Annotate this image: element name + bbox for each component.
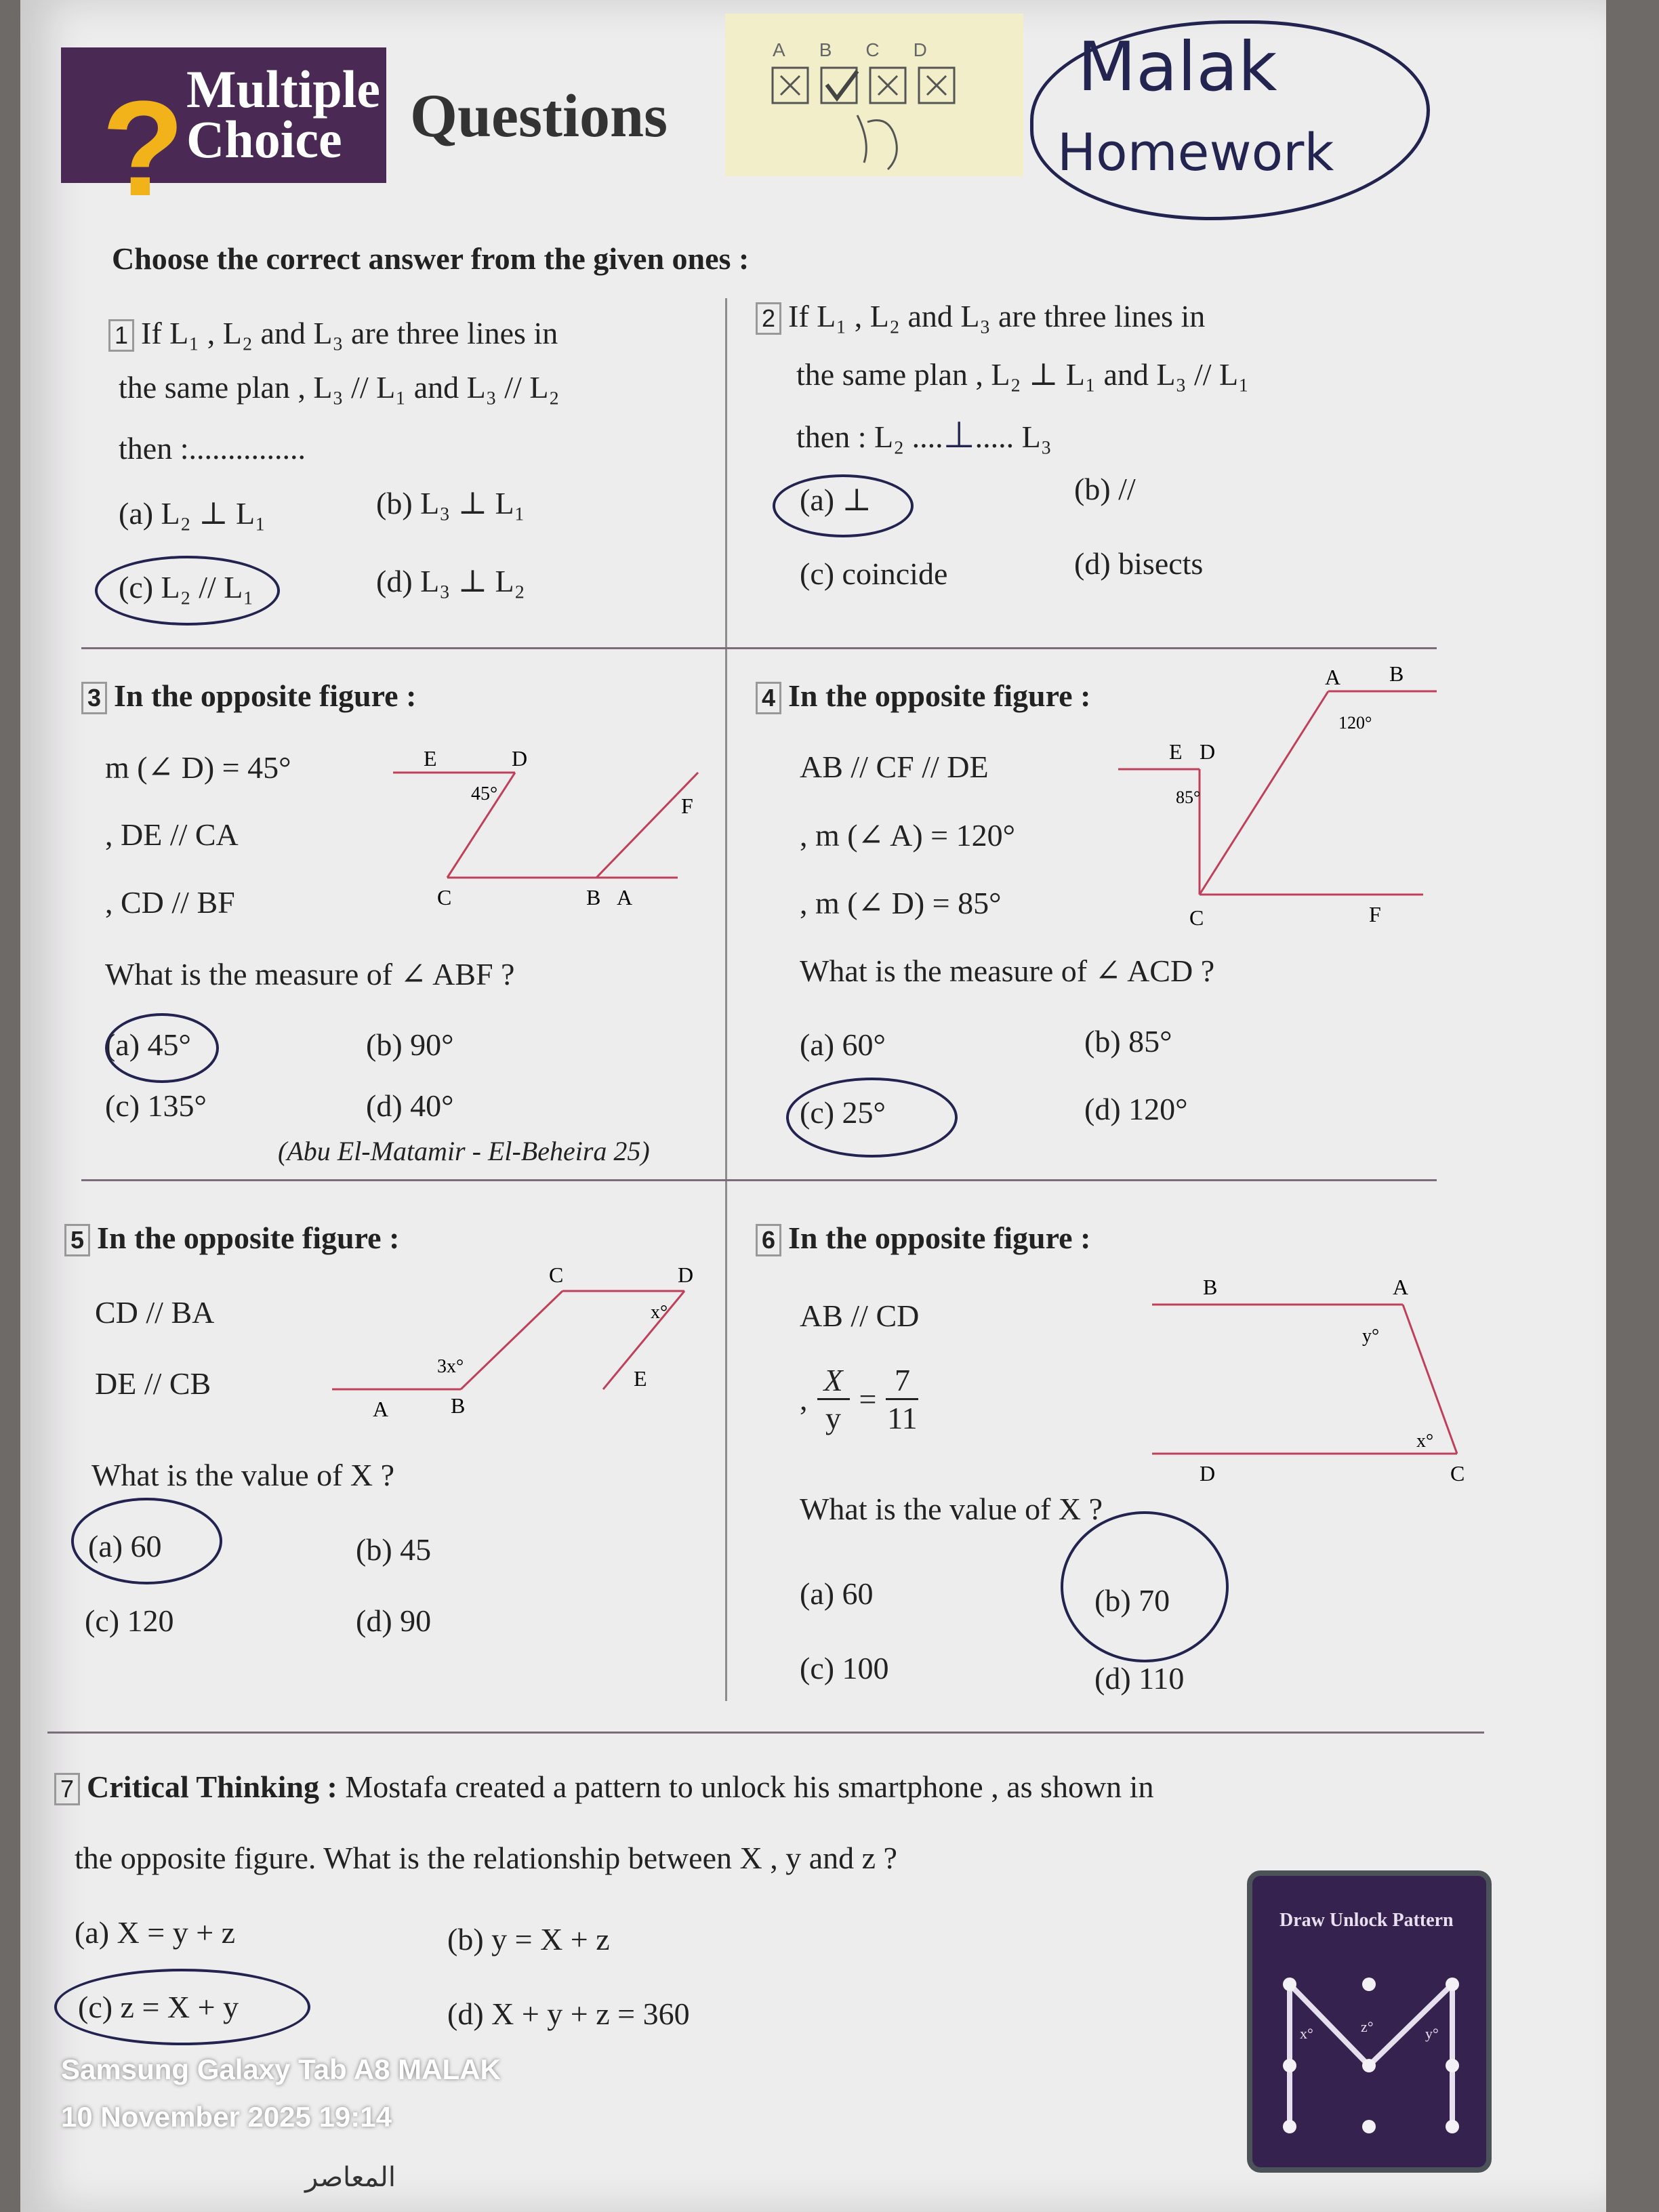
choice-illustration [725, 14, 1023, 176]
q7-number: 7 [54, 1773, 80, 1805]
q2-number: 2 [756, 302, 781, 335]
q4-label-C: C [1189, 905, 1204, 930]
q4-given1: AB // CF // DE [800, 750, 989, 784]
workbook-page [20, 0, 1606, 2212]
q6-angle-a: y° [1362, 1326, 1380, 1347]
q3-option-d[interactable]: (d) 40° [366, 1088, 454, 1123]
q1-answer-circle [95, 556, 280, 626]
q3-label-C: C [437, 885, 452, 909]
q7-option-d[interactable]: (d) X + y + z = 360 [447, 1996, 690, 2031]
q5-answer-circle [71, 1498, 222, 1584]
q3-question: What is the measure of ∠ ABF ? [105, 957, 515, 991]
row-divider-2 [81, 1179, 1437, 1181]
q3-option-c[interactable]: (c) 135° [105, 1088, 207, 1123]
q3-source: (Abu El-Matamir - El-Beheira 25) [278, 1136, 650, 1166]
q7-answer-circle [54, 1969, 310, 2045]
q6-label-A: A [1393, 1275, 1409, 1299]
q6-number: 6 [756, 1224, 781, 1256]
q4-option-b[interactable]: (b) 85° [1084, 1024, 1172, 1059]
q4-option-a[interactable]: (a) 60° [800, 1027, 886, 1062]
q2-option-a[interactable]: (a) ⊥ [800, 483, 872, 517]
handwritten-name: Malak [1078, 27, 1277, 106]
q4-title: In the opposite figure : [788, 678, 1091, 713]
q2-then: then : L₂ .... [796, 419, 943, 454]
q6-option-c[interactable]: (c) 100 [800, 1651, 889, 1685]
q5-option-b[interactable]: (b) 45 [356, 1532, 432, 1567]
q6-label-C: C [1450, 1461, 1465, 1486]
q2-option-d[interactable]: (d) bisects [1074, 546, 1204, 581]
q6-given1: AB // CD [800, 1298, 920, 1333]
q6-question: What is the value of X ? [800, 1492, 1103, 1526]
choice-letter-b: B [819, 39, 832, 60]
q6-answer-circle [1061, 1511, 1229, 1662]
q4-option-d[interactable]: (d) 120° [1084, 1092, 1188, 1126]
handwritten-homework: Homework [1057, 122, 1334, 182]
q1-option-b[interactable]: (b) L₃ ⊥ L₁ [376, 486, 525, 520]
q3-answer-circle [105, 1013, 219, 1083]
q1-line3: then :............... [119, 431, 306, 466]
q7-line2: the opposite figure. What is the relationship between X , y and z ? [75, 1841, 897, 1875]
q5-title-line [64, 1220, 399, 1256]
q2-answer-circle [773, 474, 914, 537]
q7-title: Critical Thinking : [87, 1769, 337, 1804]
q5-given1: CD // BA [95, 1295, 215, 1330]
q3-label-F: F [681, 794, 693, 818]
q6-figure [1139, 1267, 1491, 1491]
phone-title: Draw Unlock Pattern [1279, 1910, 1454, 1931]
q1-text1: If L₁ , L₂ and L₃ are three lines in [141, 316, 558, 350]
q6-label-D: D [1200, 1461, 1216, 1486]
q4-label-B: B [1389, 661, 1404, 686]
q3-label-E: E [424, 746, 437, 771]
q4-given3: , m (∠ D) = 85° [800, 886, 1002, 920]
q3-title: In the opposite figure : [114, 678, 417, 713]
row-divider-1 [81, 647, 1437, 649]
q4-title-line [756, 678, 1090, 714]
q5-option-a[interactable]: (a) 60 [88, 1529, 162, 1563]
q7-text1: Mostafa created a pattern to unlock his smartphone , as shown in [345, 1769, 1154, 1804]
q4-label-F: F [1369, 902, 1381, 926]
q4-angle-a: 120° [1338, 713, 1372, 733]
q2-text1: If L₁ , L₂ and L₃ are three lines in [788, 299, 1206, 333]
q7-option-a[interactable]: (a) X = y + z [75, 1915, 236, 1950]
q6-frac-right-den: 11 [887, 1401, 918, 1435]
header-badge-text [186, 60, 380, 169]
q1-number: 1 [108, 319, 134, 352]
q7-option-b[interactable]: (b) y = X + z [447, 1922, 610, 1957]
publisher-footer: المعاصر [305, 2162, 396, 2193]
q3-given1: m (∠ D) = 45° [105, 750, 291, 785]
q4-number: 4 [756, 682, 781, 714]
q6-fraction-left [817, 1362, 850, 1436]
q3-figure [359, 739, 712, 922]
q3-label-B: B [586, 885, 601, 909]
phone-label-x: x° [1300, 2025, 1313, 2042]
badge-top: Multiple [186, 60, 380, 119]
q5-label-A: A [373, 1397, 389, 1421]
q5-label-B: B [451, 1393, 466, 1418]
q5-angle-b: 3x° [437, 1356, 464, 1377]
q3-option-a[interactable]: (a) 45° [105, 1027, 191, 1062]
badge-bottom: Choice [186, 110, 342, 169]
q6-frac-left-den: y [825, 1401, 841, 1435]
q6-given2: , X y = 7 11 [800, 1363, 918, 1435]
q6-option-a[interactable]: (a) 60 [800, 1576, 874, 1611]
q1-option-a[interactable]: (a) L₂ ⊥ L₁ [119, 496, 266, 531]
q1-line1 [108, 315, 558, 352]
q5-angle-d: x° [651, 1302, 668, 1323]
q3-label-A: A [617, 885, 633, 909]
choice-letter-a: A [773, 39, 785, 60]
q2-handwritten-answer: ⊥ [943, 413, 975, 456]
q5-question: What is the value of X ? [91, 1458, 395, 1492]
q3-angle-label: 45° [471, 783, 498, 804]
q5-label-D: D [678, 1263, 694, 1287]
unlock-pattern-icon [1252, 1876, 1486, 2167]
instructions: Choose the correct answer from the given ones : [112, 241, 750, 276]
q6-label-B: B [1203, 1275, 1218, 1299]
q3-given3: , CD // BF [105, 885, 235, 920]
q1-option-c[interactable]: (c) L₂ // L₁ [119, 570, 254, 605]
q2-line3 [796, 413, 1052, 456]
q2-line2: the same plan , L₂ ⊥ L₁ and L₃ // L₁ [796, 357, 1250, 392]
q4-figure [1105, 657, 1471, 942]
phone-unlock-pattern [1247, 1870, 1492, 2173]
q3-option-b[interactable]: (b) 90° [366, 1027, 454, 1062]
question-mark-icon: ? [102, 73, 185, 224]
q3-number: 3 [81, 682, 107, 714]
q4-label-A: A [1325, 665, 1341, 689]
q7-line1 [54, 1769, 1153, 1805]
q6-option-d[interactable]: (d) 110 [1094, 1661, 1185, 1696]
q6-option-b[interactable]: (b) 70 [1094, 1583, 1170, 1618]
choice-letter-c: C [865, 39, 880, 60]
phone-label-y: y° [1425, 2025, 1439, 2042]
choice-letter-d: D [913, 39, 927, 60]
q6-title-line [756, 1220, 1090, 1256]
q7-option-c[interactable]: (c) z = X + y [78, 1990, 239, 2024]
q5-option-c[interactable]: (c) 120 [85, 1603, 174, 1638]
q6-title: In the opposite figure : [788, 1221, 1091, 1255]
column-divider [725, 298, 727, 1701]
q2-line1 [756, 298, 1205, 335]
q5-label-C: C [549, 1263, 564, 1287]
q4-answer-circle [786, 1078, 958, 1158]
q1-line2: the same plan , L₃ // L₁ and L₃ // L₂ [119, 370, 560, 405]
q5-label-E: E [634, 1366, 647, 1391]
row-divider-3 [47, 1732, 1484, 1734]
q4-given2: , m (∠ A) = 120° [800, 818, 1015, 853]
q3-label-D: D [512, 746, 528, 771]
q2-option-b[interactable]: (b) // [1074, 472, 1136, 506]
q5-number: 5 [64, 1224, 90, 1256]
q4-angle-d: 85° [1176, 787, 1201, 807]
q2-option-c[interactable]: (c) coincide [800, 556, 948, 591]
q6-angle-c: x° [1416, 1431, 1434, 1452]
q6-frac-right-num: 7 [894, 1363, 910, 1397]
q6-comma: , [800, 1382, 808, 1416]
q5-title: In the opposite figure : [97, 1221, 400, 1255]
q3-given2: , DE // CA [105, 817, 239, 852]
q4-option-c[interactable]: (c) 25° [800, 1095, 886, 1130]
q5-given2: DE // CB [95, 1366, 211, 1401]
q4-label-D: D [1200, 739, 1216, 764]
q3-title-line [81, 678, 416, 714]
choice-boxes-icon [725, 14, 1023, 176]
q5-option-d[interactable]: (d) 90 [356, 1603, 432, 1638]
q6-fraction-right [886, 1362, 918, 1436]
q4-label-E: E [1169, 739, 1183, 764]
phone-label-z: z° [1361, 2018, 1374, 2035]
q4-question: What is the measure of ∠ ACD ? [800, 954, 1215, 988]
q1-option-d[interactable]: (d) L₃ ⊥ L₂ [376, 564, 525, 598]
q5-figure [319, 1261, 725, 1423]
q6-frac-left-num: X [823, 1363, 843, 1397]
watermark-date: 10 November 2025 19:14 [61, 2101, 392, 2133]
watermark-device: Samsung Galaxy Tab A8 MALAK [61, 2053, 501, 2085]
q2-l3: ..... L₃ [975, 419, 1052, 454]
page-title: Questions [410, 83, 668, 150]
